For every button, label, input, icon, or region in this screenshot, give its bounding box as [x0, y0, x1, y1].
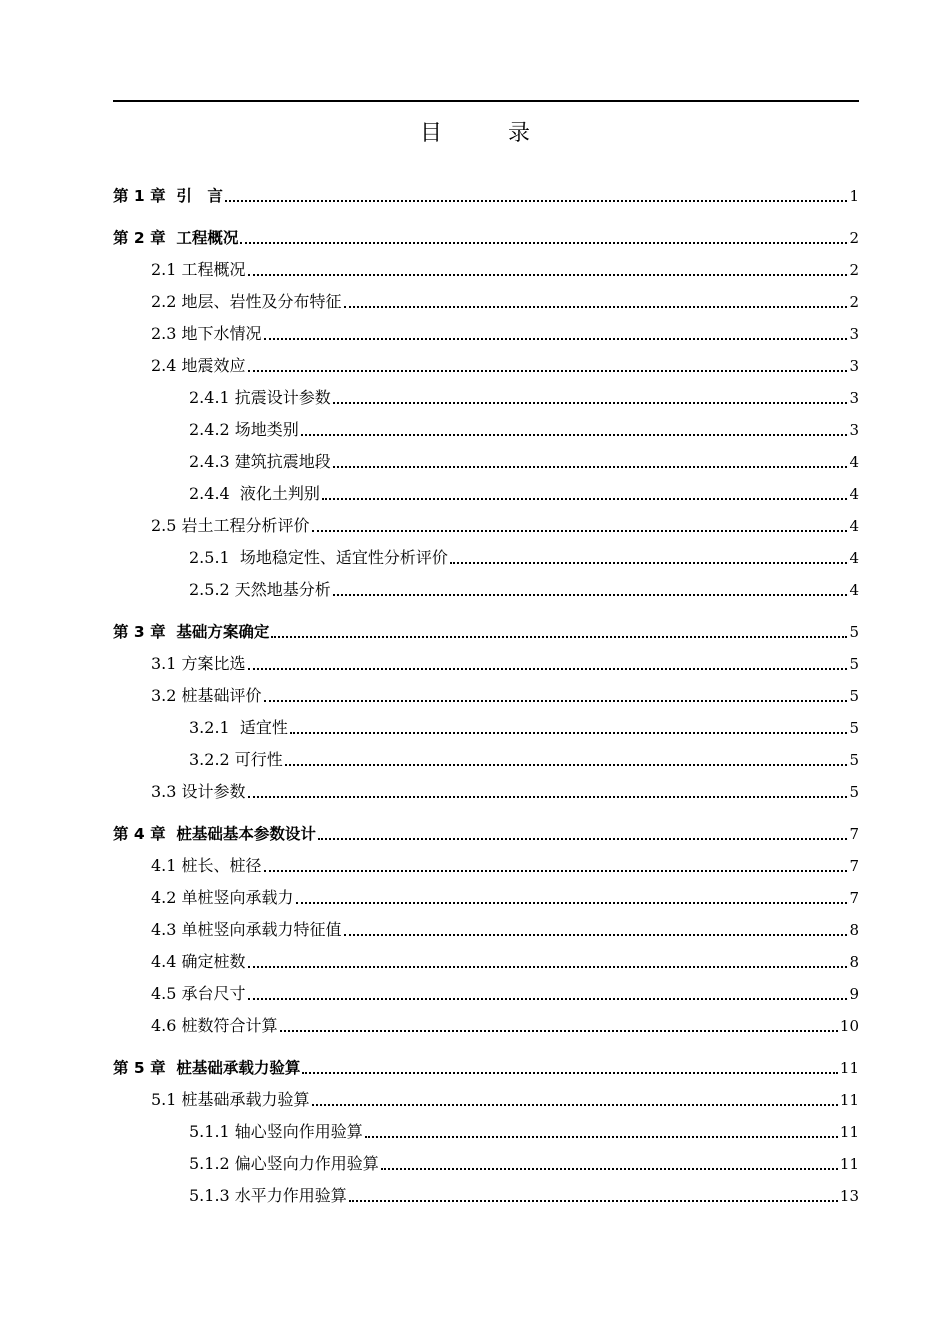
toc-dot-leader [290, 731, 848, 734]
toc-entry-label: 4.2 单桩竖向承载力 [151, 888, 294, 907]
toc-dot-leader [264, 337, 848, 340]
toc-entry-label: 2.4.4 液化土判别 [189, 484, 320, 503]
toc-entry[interactable] [113, 618, 859, 642]
toc-entry-label: 3.2.2 可行性 [189, 750, 283, 769]
toc-entry-label: 第 3 章 基础方案确定 [113, 623, 270, 641]
toc-entry[interactable] [113, 916, 859, 940]
toc-entry[interactable] [113, 544, 859, 568]
toc-page-number: 3 [849, 421, 859, 439]
toc-entry[interactable] [113, 416, 859, 440]
toc-page-number: 9 [849, 985, 859, 1003]
toc-dot-leader [302, 1071, 838, 1074]
toc-dot-leader [381, 1167, 838, 1170]
toc-entry[interactable] [113, 182, 859, 206]
toc-entry[interactable] [113, 320, 859, 344]
toc-page-number: 5 [849, 687, 859, 705]
toc-entry[interactable] [113, 1086, 859, 1110]
toc-page-number: 5 [849, 751, 859, 769]
toc-dot-leader [248, 965, 848, 968]
toc-page-number: 7 [849, 889, 859, 907]
toc-entry[interactable] [113, 650, 859, 674]
toc-dot-leader [301, 433, 848, 436]
toc-entry-label: 5.1.2 偏心竖向力作用验算 [189, 1154, 379, 1173]
toc-entry[interactable] [113, 852, 859, 876]
toc-page-number: 10 [839, 1017, 859, 1035]
toc-page-number: 3 [849, 389, 859, 407]
toc-dot-leader [285, 763, 848, 766]
toc-page-number: 11 [839, 1155, 859, 1173]
toc-dot-leader [248, 369, 848, 372]
toc-dot-leader [225, 199, 848, 202]
toc-page-number: 4 [849, 581, 859, 599]
toc-entry-label: 5.1.3 水平力作用验算 [189, 1186, 347, 1205]
toc-page-number: 3 [849, 357, 859, 375]
toc-entry[interactable] [113, 352, 859, 376]
toc-entry-label: 4.3 单桩竖向承载力特征值 [151, 920, 342, 939]
toc-page-number: 8 [849, 953, 859, 971]
toc-page-number: 8 [849, 921, 859, 939]
toc-page-number: 4 [849, 549, 859, 567]
toc-entry[interactable] [113, 884, 859, 908]
toc-page-number: 2 [849, 229, 859, 247]
toc-entry-label: 第 1 章 引 言 [113, 187, 223, 205]
toc-dot-leader [280, 1029, 838, 1032]
toc-page-number: 4 [849, 485, 859, 503]
toc-entry[interactable] [113, 1054, 859, 1078]
toc-page-number: 11 [839, 1059, 859, 1077]
toc-entry-label: 3.2.1 适宜性 [189, 718, 288, 737]
toc-entry-label: 4.5 承台尺寸 [151, 984, 246, 1003]
toc-entry-label: 2.4.1 抗震设计参数 [189, 388, 331, 407]
toc-entry[interactable] [113, 448, 859, 472]
toc-entry[interactable] [113, 288, 859, 312]
header-rule [113, 100, 859, 102]
toc-entry[interactable] [113, 1118, 859, 1142]
toc-dot-leader [264, 869, 848, 872]
toc-page-number: 5 [849, 655, 859, 673]
toc-entry[interactable] [113, 948, 859, 972]
toc-entry[interactable] [113, 746, 859, 770]
toc-dot-leader [333, 401, 848, 404]
toc-entry[interactable] [113, 1150, 859, 1174]
toc-entry[interactable] [113, 224, 859, 248]
toc-entry[interactable] [113, 576, 859, 600]
toc-entry[interactable] [113, 778, 859, 802]
toc-entry-label: 2.1 工程概况 [151, 260, 246, 279]
toc-dot-leader [344, 305, 848, 308]
toc-dot-leader [333, 465, 848, 468]
toc-entry[interactable] [113, 480, 859, 504]
toc-dot-leader [264, 699, 848, 702]
toc-entry-label: 2.4 地震效应 [151, 356, 246, 375]
toc-page-number: 4 [849, 453, 859, 471]
toc-dot-leader [450, 561, 848, 564]
toc-entry[interactable] [113, 980, 859, 1004]
toc-dot-leader [296, 901, 848, 904]
toc-entry-label: 2.2 地层、岩性及分布特征 [151, 292, 342, 311]
toc-entry-label: 2.5.1 场地稳定性、适宜性分析评价 [189, 548, 448, 567]
toc-entry-label: 第 5 章 桩基础承载力验算 [113, 1059, 301, 1077]
toc-dot-leader [312, 1103, 838, 1106]
toc-entry-label: 2.3 地下水情况 [151, 324, 262, 343]
toc-dot-leader [248, 795, 848, 798]
toc-page-number: 2 [849, 293, 859, 311]
toc-entry[interactable] [113, 1012, 859, 1036]
toc-entry-label: 第 2 章 工程概况 [113, 229, 239, 247]
toc-dot-leader [349, 1199, 838, 1202]
toc-page-number: 11 [839, 1091, 859, 1109]
toc-page-number: 13 [839, 1187, 859, 1205]
toc-entry-label: 3.3 设计参数 [151, 782, 246, 801]
toc-dot-leader [312, 529, 848, 532]
toc-entry[interactable] [113, 682, 859, 706]
toc-page-number: 5 [849, 623, 859, 641]
toc-entry-label: 4.4 确定桩数 [151, 952, 246, 971]
toc-dot-leader [344, 933, 848, 936]
toc-entry-label: 2.5 岩土工程分析评价 [151, 516, 310, 535]
toc-entry-label: 3.2 桩基础评价 [151, 686, 262, 705]
page-title: 目 录 [419, 121, 552, 146]
toc-entry-label: 4.6 桩数符合计算 [151, 1016, 278, 1035]
toc-entry-label: 2.4.2 场地类别 [189, 420, 299, 439]
toc-entry[interactable] [113, 1182, 859, 1206]
toc-dot-leader [322, 497, 848, 500]
toc-entry-label: 5.1 桩基础承载力验算 [151, 1090, 310, 1109]
toc-page-number: 5 [849, 719, 859, 737]
toc-entry[interactable] [113, 820, 859, 844]
toc-entry-label: 2.5.2 天然地基分析 [189, 580, 331, 599]
toc-entry[interactable] [113, 714, 859, 738]
toc-dot-leader [365, 1135, 838, 1138]
toc-page-number: 5 [849, 783, 859, 801]
toc-dot-leader [240, 241, 847, 244]
toc-entry[interactable] [113, 512, 859, 536]
toc-dot-leader [318, 837, 848, 840]
toc-page-number: 11 [839, 1123, 859, 1141]
toc-dot-leader [248, 997, 848, 1000]
toc-entry-label: 4.1 桩长、桩径 [151, 856, 262, 875]
toc-entry-label: 第 4 章 桩基础基本参数设计 [113, 825, 316, 843]
toc-dot-leader [271, 635, 847, 638]
toc-entry-label: 3.1 方案比选 [151, 654, 246, 673]
toc-entry-label: 5.1.1 轴心竖向作用验算 [189, 1122, 363, 1141]
toc-page-number: 1 [849, 187, 859, 205]
toc-entry[interactable] [113, 256, 859, 280]
toc-dot-leader [333, 593, 848, 596]
toc-page-number: 3 [849, 325, 859, 343]
toc-dot-leader [248, 667, 848, 670]
toc-entry[interactable] [113, 384, 859, 408]
toc-page-number: 4 [849, 517, 859, 535]
toc-page-number: 2 [849, 261, 859, 279]
toc-dot-leader [248, 273, 848, 276]
toc-page-number: 7 [849, 825, 859, 843]
toc-entry-label: 2.4.3 建筑抗震地段 [189, 452, 331, 471]
toc-page-number: 7 [849, 857, 859, 875]
